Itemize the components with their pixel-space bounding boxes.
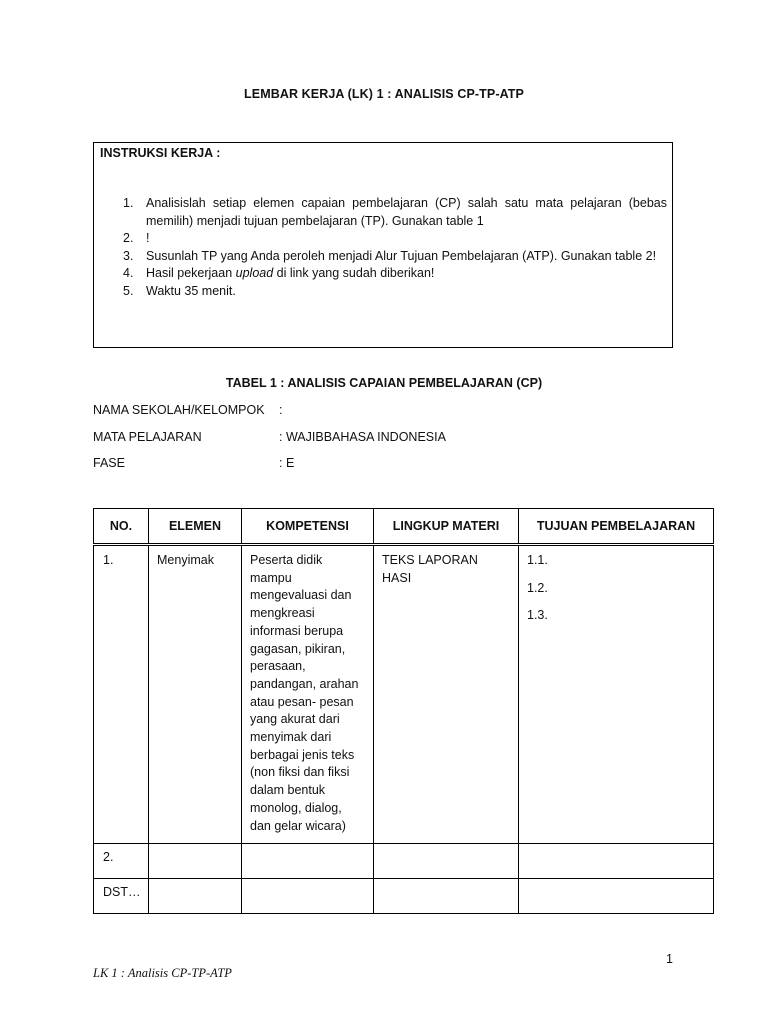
meta-value-subject: WAJIBBAHASA INDONESIA <box>282 430 446 444</box>
cell-kompetensi: Peserta didik mampu mengevaluasi dan mengkreasi informasi berupa gagasan, pikiran, perasaan, pandangan, arahan atau pesan- pesan yang akurat dari menyimak dari berbagai jenis teks (non fiksi dan fiksi dalam bentuk monolog, dialog, dan gelar wicara) <box>242 545 374 844</box>
instruction-text-italic: upload <box>235 266 274 280</box>
cell-kompetensi <box>242 879 374 914</box>
header-elemen: ELEMEN <box>149 509 242 545</box>
header-kompetensi: KOMPETENSI <box>242 509 374 545</box>
meta-value-phase: E <box>285 456 295 470</box>
cell-lingkup-materi <box>374 879 519 914</box>
meta-label-phase: FASE <box>93 456 125 470</box>
instructions-box <box>93 142 673 348</box>
tp-item: 1.3. <box>527 608 548 623</box>
instruction-text-start: Hasil pekerjaan <box>146 266 236 280</box>
tp-item: 1.2. <box>527 580 548 595</box>
cell-tujuan-pembelajaran <box>519 844 714 879</box>
cell-lingkup-materi: TEKS LAPORAN HASI <box>374 545 519 844</box>
header-no: NO. <box>94 509 149 545</box>
cell-no: 1. <box>94 545 149 844</box>
table1-title: TABEL 1 : ANALISIS CAPAIAN PEMBELAJARAN (CP) <box>225 376 543 390</box>
instruction-number: 1. <box>123 196 134 210</box>
table-row <box>94 545 714 844</box>
instruction-text: Waktu 35 menit. <box>146 283 236 298</box>
instruction-item <box>94 265 667 283</box>
instruction-item <box>94 283 667 301</box>
instructions-list <box>94 195 667 300</box>
instruction-number: 2. <box>123 231 134 245</box>
cell-no: DST… <box>94 879 149 914</box>
instruction-text: Analisislah setiap elemen capaian pembelajaran (CP) salah satu mata pelajaran (bebas memilih) menjadi tujuan pembelajaran (TP). Gunakan table 1 <box>146 196 667 228</box>
header-lingkup-materi: LINGKUP MATERI <box>374 509 519 545</box>
cell-kompetensi <box>242 844 374 879</box>
instructions-heading: INSTRUKSI KERJA : <box>100 146 221 160</box>
meta-colon-char: : <box>279 403 283 417</box>
cell-tujuan-pembelajaran <box>519 545 714 844</box>
table-row <box>94 844 714 879</box>
tp-item: 1.1. <box>527 553 548 567</box>
cell-elemen <box>149 879 242 914</box>
instruction-number: 5. <box>123 283 134 298</box>
header-tujuan-pembelajaran: TUJUAN PEMBELAJARAN <box>519 509 714 545</box>
cell-no: 2. <box>94 844 149 879</box>
instruction-number: 4. <box>123 266 134 280</box>
meta-label-subject: MATA PELAJARAN <box>93 430 202 444</box>
instruction-item <box>94 195 667 230</box>
meta-colon <box>279 456 294 470</box>
instruction-text: ! <box>146 231 150 245</box>
document-title: LEMBAR KERJA (LK) 1 : ANALISIS CP-TP-ATP <box>244 87 524 101</box>
cell-elemen: Menyimak <box>149 545 242 844</box>
cell-elemen <box>149 844 242 879</box>
meta-colon <box>279 430 446 444</box>
instruction-text: Susunlah TP yang Anda peroleh menjadi Alur Tujuan Pembelajaran (ATP). Gunakan table 2! <box>146 248 657 263</box>
instruction-text-end: di link yang sudah diberikan! <box>273 266 435 280</box>
table-header-row <box>94 509 714 545</box>
instruction-item <box>94 230 667 248</box>
meta-colon-char: : <box>279 456 283 470</box>
instruction-number: 3. <box>123 248 134 263</box>
cell-tujuan-pembelajaran <box>519 879 714 914</box>
page-number: 1 <box>666 952 673 966</box>
cp-analysis-table <box>93 508 714 914</box>
cell-lingkup-materi <box>374 844 519 879</box>
meta-label-school: NAMA SEKOLAH/KELOMPOK <box>93 403 265 417</box>
meta-colon-char: : <box>279 430 283 444</box>
instruction-item <box>94 248 667 266</box>
running-footer: LK 1 : Analisis CP-TP-ATP <box>93 966 232 980</box>
meta-colon <box>279 403 282 417</box>
table-row <box>94 879 714 914</box>
